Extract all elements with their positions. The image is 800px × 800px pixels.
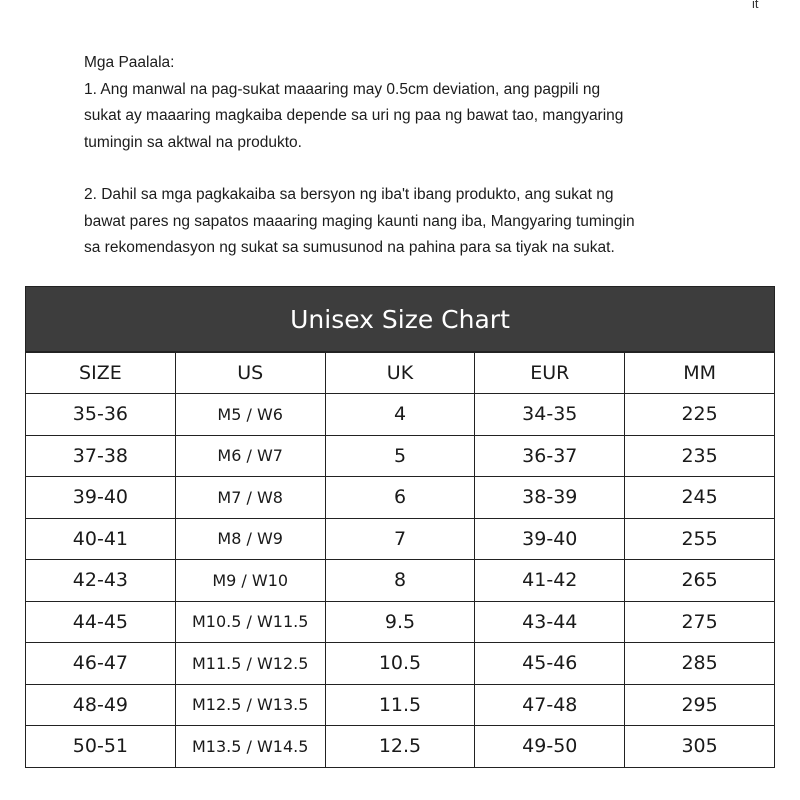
cell-size: 50-51 xyxy=(26,726,176,768)
cell-uk: 6 xyxy=(325,477,475,519)
cell-uk: 7 xyxy=(325,518,475,560)
table-row xyxy=(26,394,775,436)
column-header-mm: MM xyxy=(625,353,775,394)
cell-mm: 285 xyxy=(625,643,775,685)
cell-size: 48-49 xyxy=(26,684,176,726)
size-chart xyxy=(25,286,775,768)
note2-line: sa rekomendasyon ng sukat sa sumusunod na pahina para sa tiyak na sukat. xyxy=(84,239,615,256)
column-header-eur: EUR xyxy=(475,353,625,394)
cell-uk: 5 xyxy=(325,435,475,477)
cell-eur: 43-44 xyxy=(475,601,625,643)
cell-mm: 235 xyxy=(625,435,775,477)
cell-size: 42-43 xyxy=(26,560,176,602)
cell-size: 46-47 xyxy=(26,643,176,685)
corner-mark: it xyxy=(752,0,759,11)
note1-line: sukat ay maaaring magkaiba depende sa uri ng paa ng bawat tao, mangyaring xyxy=(84,107,624,124)
cell-us: M5 / W6 xyxy=(175,394,325,436)
notes-section xyxy=(84,50,744,262)
note1-line: 1. Ang manwal na pag-sukat maaaring may 0.5cm deviation, ang pagpili ng xyxy=(84,80,601,98)
cell-uk: 11.5 xyxy=(325,684,475,726)
cell-mm: 255 xyxy=(625,518,775,560)
cell-size: 44-45 xyxy=(26,601,176,643)
cell-uk: 10.5 xyxy=(325,643,475,685)
note2-line: 2. Dahil sa mga pagkakaiba sa bersyon ng iba't ibang produkto, ang sukat ng xyxy=(84,186,614,203)
cell-eur: 39-40 xyxy=(475,518,625,560)
cell-eur: 47-48 xyxy=(475,684,625,726)
table-row xyxy=(26,477,775,519)
table-row xyxy=(26,560,775,602)
table-row xyxy=(26,684,775,726)
cell-eur: 34-35 xyxy=(475,394,625,436)
cell-mm: 275 xyxy=(625,601,775,643)
table-header-row xyxy=(26,353,775,394)
column-header-size: SIZE xyxy=(26,353,176,394)
cell-size: 39-40 xyxy=(26,477,176,519)
note2-line: bawat pares ng sapatos maaaring maging kaunti nang iba, Mangyaring tumingin xyxy=(84,212,635,230)
size-table xyxy=(25,352,775,768)
note1-line: tumingin sa aktwal na produkto. xyxy=(84,133,302,151)
cell-eur: 49-50 xyxy=(475,726,625,768)
notes-heading: Mga Paalala: xyxy=(84,54,175,71)
cell-mm: 295 xyxy=(625,684,775,726)
cell-eur: 41-42 xyxy=(475,560,625,602)
cell-uk: 9.5 xyxy=(325,601,475,643)
cell-us: M6 / W7 xyxy=(175,435,325,477)
cell-us: M9 / W10 xyxy=(175,560,325,602)
cell-us: M11.5 / W12.5 xyxy=(175,643,325,685)
column-header-us: US xyxy=(175,353,325,394)
table-row xyxy=(26,518,775,560)
size-chart-title: Unisex Size Chart xyxy=(25,286,775,352)
cell-eur: 45-46 xyxy=(475,643,625,685)
cell-us: M13.5 / W14.5 xyxy=(175,726,325,768)
table-row xyxy=(26,435,775,477)
cell-mm: 225 xyxy=(625,394,775,436)
table-row xyxy=(26,601,775,643)
cell-us: M8 / W9 xyxy=(175,518,325,560)
cell-size: 37-38 xyxy=(26,435,176,477)
cell-uk: 8 xyxy=(325,560,475,602)
cell-mm: 265 xyxy=(625,560,775,602)
cell-size: 35-36 xyxy=(26,394,176,436)
cell-us: M10.5 / W11.5 xyxy=(175,601,325,643)
cell-eur: 36-37 xyxy=(475,435,625,477)
cell-mm: 305 xyxy=(625,726,775,768)
cell-us: M12.5 / W13.5 xyxy=(175,684,325,726)
column-header-uk: UK xyxy=(325,353,475,394)
cell-us: M7 / W8 xyxy=(175,477,325,519)
cell-uk: 12.5 xyxy=(325,726,475,768)
cell-eur: 38-39 xyxy=(475,477,625,519)
cell-uk: 4 xyxy=(325,394,475,436)
notes-spacer xyxy=(84,156,744,182)
cell-mm: 245 xyxy=(625,477,775,519)
table-row xyxy=(26,643,775,685)
cell-size: 40-41 xyxy=(26,518,176,560)
table-row xyxy=(26,726,775,768)
